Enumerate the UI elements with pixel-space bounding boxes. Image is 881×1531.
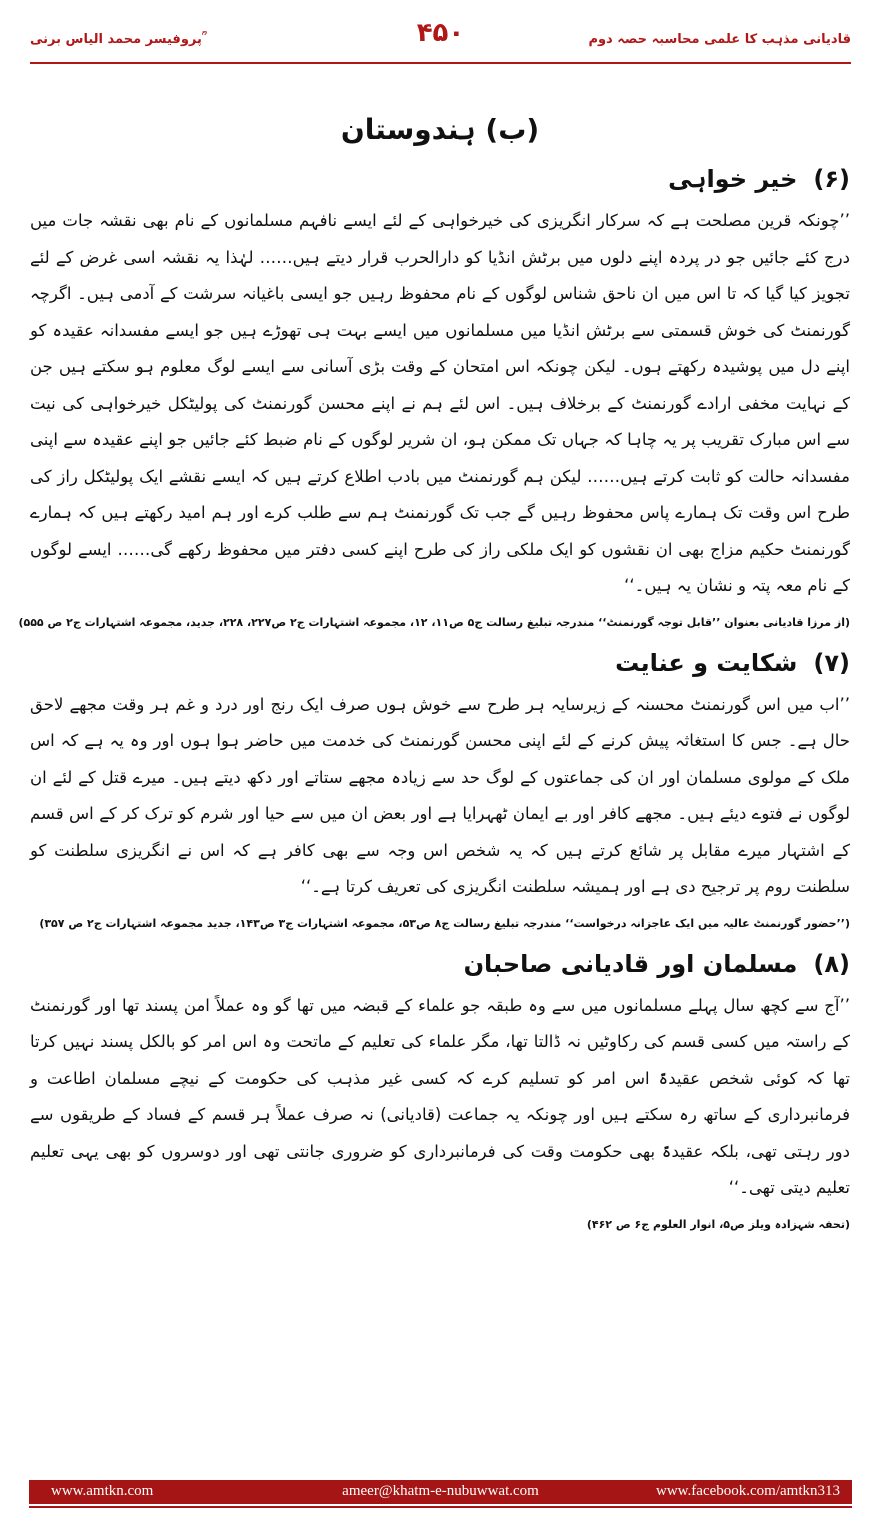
page-header xyxy=(30,18,851,58)
citation: (از مرزا قادیانی بعنوان ’’قابل توجہ گورنمنٹ‘‘ مندرجہ تبلیغ رسالت ج۵ ص۱۱، ۱۲، مجموعہ اشتہارات ج۲ ص۲۲۷، ۲۲۸، جدید، مجموعہ اشتہارات ج۲ ص ۵۵۵) xyxy=(18,615,850,629)
page-title: (ب) ہندوستان xyxy=(340,113,540,146)
section-number: (۸) xyxy=(813,949,850,978)
quote-paragraph: ’’چونکہ قرین مصلحت ہے کہ سرکار انگریزی کی خیرخواہی کے لئے ایسے نافہم مسلمانوں کے نام بھی نقشہ جات میں درج کئے جائیں جو در پردہ اپنے دلوں میں برٹش انڈیا کو دارالحرب قرار دیتے ہیں…… لہٰذا یہ نقشہ اسی غرض کے لئے تجویز کیا گیا کہ تا اس میں ان ناحق شناس لوگوں کے نام محفوظ رہیں جو ایسی باغیانہ سرشت کے آدمی ہیں۔ اگرچہ گورنمنٹ کی خوش قسمتی سے برٹش انڈیا میں مسلمانوں میں ایسے بہت ہی تھوڑے ہیں جو ایسے مفسدانہ عقیدہ کو اپنے دل میں پوشیدہ رکھتے ہوں۔ لیکن چونکہ اس امتحان کے وقت بڑی آسانی سے ایسے لوگ معلوم ہو سکتے ہیں جن کے نہایت مخفی ارادے گورنمنٹ کے برخلاف ہیں۔ اس لئے ہم نے اپنے محسن گورنمنٹ کی پولیٹکل خیرخواہی کی نیت سے اس مبارک تقریب پر یہ چاہا کہ جہاں تک ممکن ہو، ان شریر لوگوں کے نام ضبط کئے جائیں جو اپنے عقیدہ سے اپنی مفسدانہ حالت کو ثابت کرتے ہیں…… لیکن ہم گورنمنٹ میں بادب اطلاع کرتے ہیں کہ ایسے نقشے ایک پولیٹکل راز کی طرح اس وقت تک ہمارے پاس محفوظ رہیں گے جب تک گورنمنٹ ہم سے طلب کرے اور ہم امید رکھتے ہیں کہ ہمارے گورنمنٹ حکیم مزاج بھی ان نقشوں کو ایک ملکی راز کی طرح اپنے کسی دفتر میں محفوظ رکھے گی…… ایسے لوگوں کے نام معہ پتہ و نشان یہ ہیں۔‘‘ xyxy=(30,211,850,595)
footer-facebook[interactable]: www.facebook.com/amtkn313 xyxy=(656,1483,840,1499)
section-8 xyxy=(30,940,850,1235)
section-6 xyxy=(18,155,850,633)
author-name: پروفیسر محمد الیاس برنی ؒ xyxy=(30,32,206,47)
footer-website[interactable]: www.amtkn.com xyxy=(51,1483,154,1499)
section-heading xyxy=(30,639,850,687)
section-number: (۶) xyxy=(813,165,850,193)
quote-paragraph: ’’اب میں اس گورنمنٹ محسنہ کے زیرسایہ ہر طرح سے خوش ہوں صرف ایک رنج اور درد و غم ہر وقت مجھے لاحق حال ہے۔ جس کا استغاثہ پیش کرنے کے لئے اپنی محسن گورنمنٹ کی خدمت میں حاضر ہوا ہوں اور وہ یہ ہے کہ اس ملک کے مولوی مسلمان اور ان کی جماعتوں کے لوگ حد سے زیادہ مجھے ستاتے اور دکھ دیتے ہیں۔ میرے قتل کے لئے ان لوگوں نے فتوے دیئے ہیں۔ مجھے کافر اور بے ایمان ٹھہرایا ہے اور بعض ان میں سے حیا اور شرم کو ترک کر کے اس قسم کے اشتہار میرے مقابل پر شائع کرتے ہیں کہ یہ شخص اس وجہ سے بھی کافر ہے کہ اس نے انگریزی سلطنت کو سلطنت روم پر ترجیح دی ہے اور ہمیشہ سلطنت انگریزی کی تعریف کرتا ہے۔‘‘ xyxy=(30,694,850,896)
page-footer xyxy=(29,1480,852,1504)
section-title: خیر خواہی xyxy=(668,165,798,193)
section-title: مسلمان اور قادیانی صاحبان xyxy=(463,949,798,978)
book-title: قادیانی مذہب کا علمی محاسبہ حصہ دوم xyxy=(588,32,851,47)
section-7 xyxy=(30,639,850,934)
section-heading xyxy=(30,940,850,988)
page-number: ۴۵۰ xyxy=(416,18,465,48)
section-title: شکایت و عنایت xyxy=(615,648,798,677)
quote-paragraph: ’’آج سے کچھ سال پہلے مسلمانوں میں سے وہ طبقہ جو علماء کے قبضہ میں تھا گو وہ عملاً امن پسند تھا اور گورنمنٹ کے راستہ میں کسی قسم کی رکاوٹیں نہ ڈالتا تھا، مگر علماء کی تعلیم کے ماتحت وہ اس امر کو بالکل پسند نہیں کرتا تھا کہ کوئی شخص عقیدۃً اس امر کو تسلیم کرے کہ کسی غیر مذہب کی حکومت کے نیچے مسلمان اطاعت و فرمانبرداری کے ساتھ رہ سکتے ہیں اور چونکہ یہ جماعت (قادیانی) نہ صرف عملاً ہر قسم کے فساد کے طریقوں سے دور رہتی تھی، بلکہ عقیدۃً بھی حکومت وقت کی فرمانبرداری کو ضروری جانتی تھی اور دوسروں کو بھی یہی تعلیم تعلیم دیتی تھی۔‘‘ xyxy=(30,995,850,1197)
section-heading xyxy=(30,155,850,203)
section-number: (۷) xyxy=(813,648,850,677)
citation: (تحفہ شہزادہ ویلز ص۵، انوار العلوم ج۶ ص ۴۶۲) xyxy=(586,1217,850,1231)
footer-email[interactable]: ameer@khatm-e-nubuwwat.com xyxy=(342,1483,539,1499)
header-divider xyxy=(30,62,851,64)
citation: (’’حضور گورنمنٹ عالیہ میں ایک عاجزانہ درخواست‘‘ مندرجہ تبلیغ رسالت ج۸ ص۵۳، مجموعہ اشتہارات ج۳ ص۱۴۳، جدید مجموعہ اشتہارات ج۲ ص ۳۵۷) xyxy=(39,916,850,930)
footer-divider xyxy=(29,1506,852,1508)
page-body xyxy=(18,105,850,1445)
